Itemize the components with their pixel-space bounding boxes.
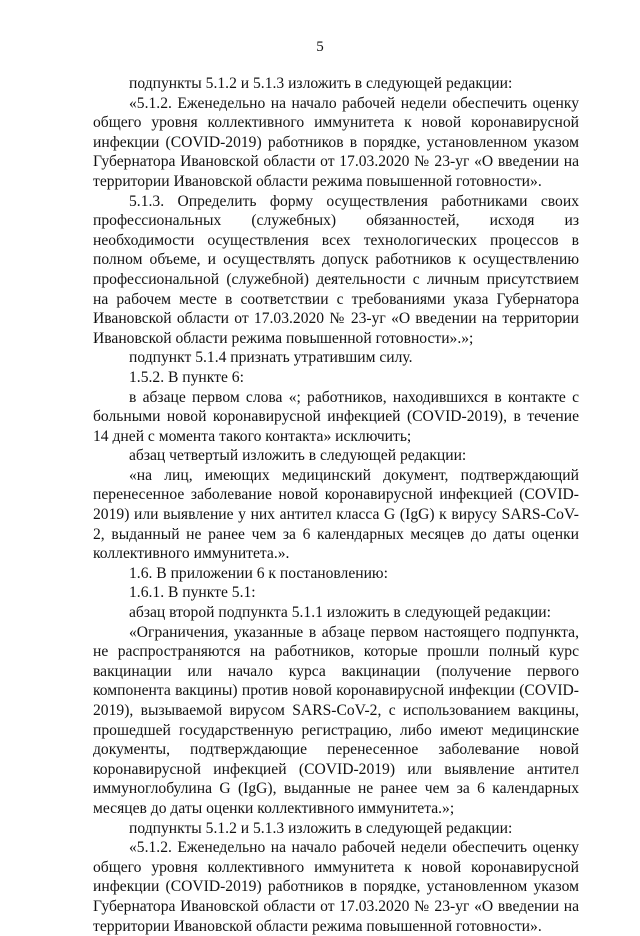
paragraph: в абзаце первом слова «; работников, находившихся в контакте с больными новой коронавирусной инфекцией (COVID-2019), в течение 14 дней с момента такого контакта» исключить; — [93, 388, 579, 445]
paragraph: 1.5.2. В пункте 6: — [129, 368, 244, 386]
paragraph: подпункт 5.1.4 признать утратившим силу. — [129, 349, 413, 367]
paragraph: «Ограничения, указанные в абзаце первом настоящего подпункта, не распространяются на работников, которые прошли полный курс вакцинации или начало курса вакцинации (получение первого компонента вакцины) против новой коронавирусной инфекции (COVID-2019), вызываемой вирусом SARS-CoV-2, с использованием вакцины, прошедшей государственную регистрацию, либо имеют медицинские документы, подтверждающие перенесенное заболевание новой коронавирусной инфекцией (COVID-2019) или выявление антител иммуноглобулина G (IgG), выданные не ранее чем за 6 календарных месяцев до даты оценки коллективного иммунитета.»; — [93, 623, 579, 817]
paragraph: «5.1.2. Еженедельно на начало рабочей недели обеспечить оценку общего уровня коллективного иммунитета к новой коронавирусной инфекции (COVID-2019) работников в порядке, установленном указом Губернатора Ивановской области от 17.03.2020 № 23-уг «О введении на территории Ивановской области режима повышенной готовности». — [93, 94, 579, 190]
paragraph: абзац четвертый изложить в следующей редакции: — [129, 447, 467, 465]
paragraph: подпункты 5.1.2 и 5.1.3 изложить в следующей редакции: — [129, 75, 513, 92]
paragraph: 1.6.1. В пункте 5.1: — [129, 584, 256, 602]
paragraph: абзац второй подпункта 5.1.1 изложить в следующей редакции: — [129, 604, 551, 622]
paragraph: «5.1.2. Еженедельно на начало рабочей недели обеспечить оценку общего уровня коллективного иммунитета к новой коронавирусной инфекции (COVID-2019) работников в порядке, установленном указом Губернатора Ивановской области от 17.03.2020 № 23-уг «О введении на территории Ивановской области режима повышенной готовности». — [93, 839, 579, 935]
page-number: 5 — [316, 39, 324, 55]
document-body — [93, 74, 579, 936]
paragraph: 1.6. В приложении 6 к постановлению: — [129, 564, 388, 582]
paragraph: «на лиц, имеющих медицинский документ, подтверждающий перенесенное заболевание новой коронавирусной инфекцией (COVID-2019) или выявление у них антител класса G (IgG) к вирусу SARS-CoV-2, выданный не ранее чем за 6 календарных месяцев до даты оценки коллективного иммунитета.». — [93, 466, 579, 563]
paragraph: подпункты 5.1.2 и 5.1.3 изложить в следующей редакции: — [129, 819, 513, 837]
paragraph: 5.1.3. Определить форму осуществления работниками своих профессиональных (служебных) обязанностей, исходя из необходимости осуществления всех технологических процессов в полном объеме, и осуществлять допуск работников к осуществлению профессиональной (служебной) деятельности с личным присутствием на рабочем месте в соответствии с требованиями указа Губернатора Ивановской области от 17.03.2020 № 23-уг «О введении на территории Ивановской области режима повышенной готовности».»; — [93, 192, 579, 347]
